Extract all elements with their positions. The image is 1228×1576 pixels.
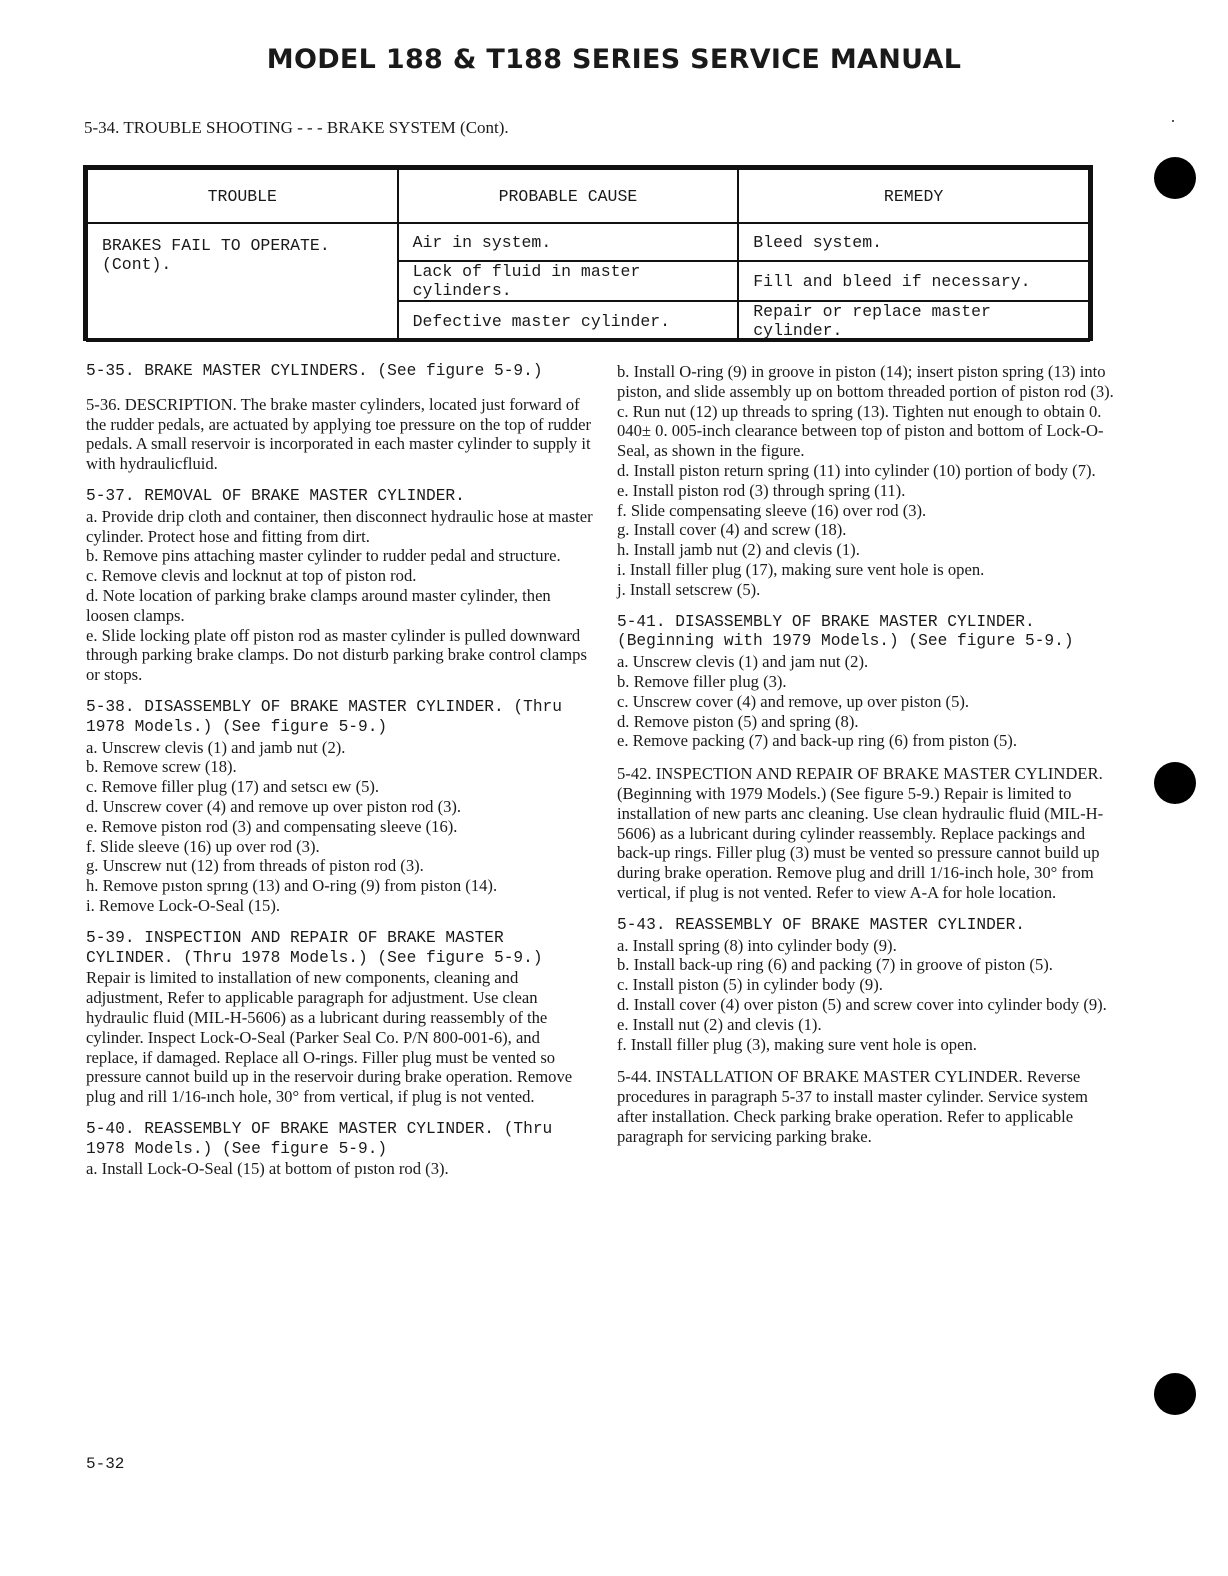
list-item: a. Install spring (8) into cylinder body (9).: [617, 935, 897, 955]
list-item: e. Install piston rod (3) through spring (11).: [617, 480, 906, 500]
binder-hole-bottom: [1154, 1373, 1196, 1415]
para-5-43-heading: 5-43. REASSEMBLY OF BRAKE MASTER CYLINDER.: [617, 915, 1025, 934]
para-5-40-continued: [617, 362, 1117, 600]
left-column: [86, 362, 594, 1192]
table-header-row: [87, 169, 1089, 223]
list-item: a. Unscrew clevis (1) and jamb nut (2).: [86, 737, 346, 757]
para-5-41: [617, 613, 1117, 752]
para-5-35-heading: 5-35. BRAKE MASTER CYLINDERS. (See figure 5-9.): [86, 362, 543, 380]
list-item: b. Remove filler plug (3).: [617, 671, 787, 691]
para-5-39-heading: 5-39. INSPECTION AND REPAIR OF BRAKE MASTER CYLINDER. (Thru 1978 Models.) (See figure 5-9.): [86, 928, 543, 967]
list-item: d. Install cover (4) over piston (5) and screw cover into cylinder body (9).: [617, 994, 1107, 1014]
list-item: b. Remove pins attaching master cylinder to rudder pedal and structure.: [86, 546, 561, 566]
list-item: g. Unscrew nut (12) from threads of piston rod (3).: [86, 856, 424, 876]
section-heading: 5-34. TROUBLE SHOOTING - - - BRAKE SYSTEM (Cont).: [84, 118, 509, 137]
list-item: g. Install cover (4) and screw (18).: [617, 520, 847, 540]
list-item: a. Install Lock-O-Seal (15) at bottom of pıston rod (3).: [86, 1159, 449, 1179]
list-item: d. Remove piston (5) and spring (8).: [617, 711, 859, 731]
para-5-42: 5-42. INSPECTION AND REPAIR OF BRAKE MASTER CYLINDER. (Beginning with 1979 Models.) (See figure 5-9.) Repair is limited to installation of new parts anc cleaning. Use clean hydraulic fluid (MIL-H-5606) as a lubricant during cylinder reassembly. Replace packings and back-up rings. Filler plug (3) must be vented so pressure cannot build up during brake operation. Remove plug and drill 1/16-inch hole, 30° from vertical, if plug is not vented. Refer to view A-A for hole location.: [617, 764, 1104, 902]
para-5-44: 5-44. INSTALLATION OF BRAKE MASTER CYLINDER. Reverse procedures in paragraph 5-37 to install master cylinder. Service system after installation. Check parking brake operation. Refer to applicable paragraph for servicing parking brake.: [617, 1067, 1088, 1146]
remedy-cell: Fill and bleed if necessary.: [738, 261, 1089, 301]
list-item: e. Remove packing (7) and back-up ring (6) from piston (5).: [617, 731, 1017, 751]
list-item: d. Install piston return spring (11) into cylinder (10) portion of body (7).: [617, 460, 1096, 480]
cause-cell: Defective master cylinder.: [398, 301, 739, 341]
header-trouble: TROUBLE: [87, 169, 398, 223]
list-item: c. Unscrew cover (4) and remove, up over piston (5).: [617, 691, 970, 711]
list-item: j. Install setscrew (5).: [617, 579, 761, 599]
binder-hole-middle: [1154, 762, 1196, 804]
list-item: b. Install O-ring (9) in groove in piston (14); insert piston spring (13) into piston, and slide assembly up on bottom threaded portion of piston rod (3).: [617, 362, 1114, 401]
para-5-41-heading: 5-41. DISASSEMBLY OF BRAKE MASTER CYLINDER. (Beginning with 1979 Models.) (See figure 5-9.): [617, 612, 1074, 651]
list-item: d. Unscrew cover (4) and remove up over piston rod (3).: [86, 796, 462, 816]
list-item: b. Remove screw (18).: [86, 757, 237, 777]
scan-mark: [1172, 120, 1174, 122]
cause-cell: Lack of fluid in master cylinders.: [398, 261, 739, 301]
list-item: c. Remove clevis and locknut at top of piston rod.: [86, 566, 417, 586]
list-item: b. Install back-up ring (6) and packing (7) in groove of piston (5).: [617, 955, 1053, 975]
list-item: c. Run nut (12) up threads to spring (13). Tighten nut enough to obtain 0. 040± 0. 005-inch clearance between top of piston and bottom of Lock-O-Seal, as shown in the figure.: [617, 401, 1104, 461]
table-row: [87, 223, 1089, 261]
list-item: e. Slide locking plate off piston rod as master cylinder is pulled downward through parking brake clamps. Do not disturb parking brake control clamps or stops.: [86, 625, 587, 685]
list-item: a. Unscrew clevis (1) and jam nut (2).: [617, 652, 869, 672]
list-item: h. Install jamb nut (2) and clevis (1).: [617, 540, 860, 560]
para-5-40: [86, 1120, 594, 1179]
header-remedy: REMEDY: [738, 169, 1089, 223]
list-item: f. Install filler plug (3), making sure vent hole is open.: [617, 1034, 977, 1054]
para-5-38: [86, 698, 594, 916]
trouble-shooting-table: [83, 165, 1093, 341]
list-item: f. Slide compensating sleeve (16) over rod (3).: [617, 500, 927, 520]
list-item: e. Install nut (2) and clevis (1).: [617, 1014, 822, 1034]
para-5-37-heading: 5-37. REMOVAL OF BRAKE MASTER CYLINDER.: [86, 486, 465, 505]
para-5-39: [86, 929, 594, 1107]
list-item: e. Remove piston rod (3) and compensating sleeve (16).: [86, 816, 458, 836]
list-item: h. Remove pıston sprıng (13) and O-ring (9) from piston (14).: [86, 876, 498, 896]
para-5-40-heading: 5-40. REASSEMBLY OF BRAKE MASTER CYLINDER. (Thru 1978 Models.) (See figure 5-9.): [86, 1119, 553, 1158]
list-item: i. Remove Lock-O-Seal (15).: [86, 895, 280, 915]
remedy-cell: Bleed system.: [738, 223, 1089, 261]
cause-cell: Air in system.: [398, 223, 739, 261]
list-item: c. Install piston (5) in cylinder body (9).: [617, 975, 883, 995]
right-column: [617, 362, 1117, 1159]
trouble-cell: BRAKES FAIL TO OPERATE. (Cont).: [87, 223, 398, 341]
list-item: c. Remove filler plug (17) and setscı ew (5).: [86, 777, 380, 797]
para-5-37: [86, 487, 594, 685]
list-item: a. Provide drip cloth and container, then disconnect hydraulic hose at master cylinder. Protect hose and fitting from dirt.: [86, 506, 593, 546]
list-item: f. Slide sleeve (16) up over rod (3).: [86, 836, 320, 856]
para-5-36: 5-36. DESCRIPTION. The brake master cylinders, located just forward of the rudder pedals, are actuated by applying toe pressure on the top of rudder pedals. A small reservoir is incorporated in each master cylinder to supply it with hydraulicfluid.: [86, 394, 592, 474]
list-item: d. Note location of parking brake clamps around master cylinder, then loosen clamps.: [86, 585, 551, 625]
page-number: 5-32: [86, 1455, 125, 1473]
para-5-38-heading: 5-38. DISASSEMBLY OF BRAKE MASTER CYLINDER. (Thru 1978 Models.) (See figure 5-9.): [86, 697, 562, 736]
header-probable-cause: PROBABLE CAUSE: [398, 169, 739, 223]
para-5-43: [617, 916, 1117, 1055]
binder-hole-top: [1154, 157, 1196, 199]
remedy-cell: Repair or replace master cylinder.: [738, 301, 1089, 341]
page-title: MODEL 188 & T188 SERIES SERVICE MANUAL: [266, 44, 962, 75]
para-5-39-body: Repair is limited to installation of new components, cleaning and adjustment, Refer to applicable paragraph for adjustment. Use clean hydraulic fluid (MIL-H-5606) as a lubricant during reassembly of the cylinder. Inspect Lock-O-Seal (Parker Seal Co. P/N 800-001-6), and replace, if damaged. Replace all O-rings. Filler plug must be vented so pressure cannot build up in the reservoir during brake operation. Remove plug and rill 1/16-ınch hole, 30° from vertical, if plug is not vented.: [86, 968, 573, 1107]
list-item: i. Install filler plug (17), making sure vent hole is open.: [617, 559, 985, 579]
